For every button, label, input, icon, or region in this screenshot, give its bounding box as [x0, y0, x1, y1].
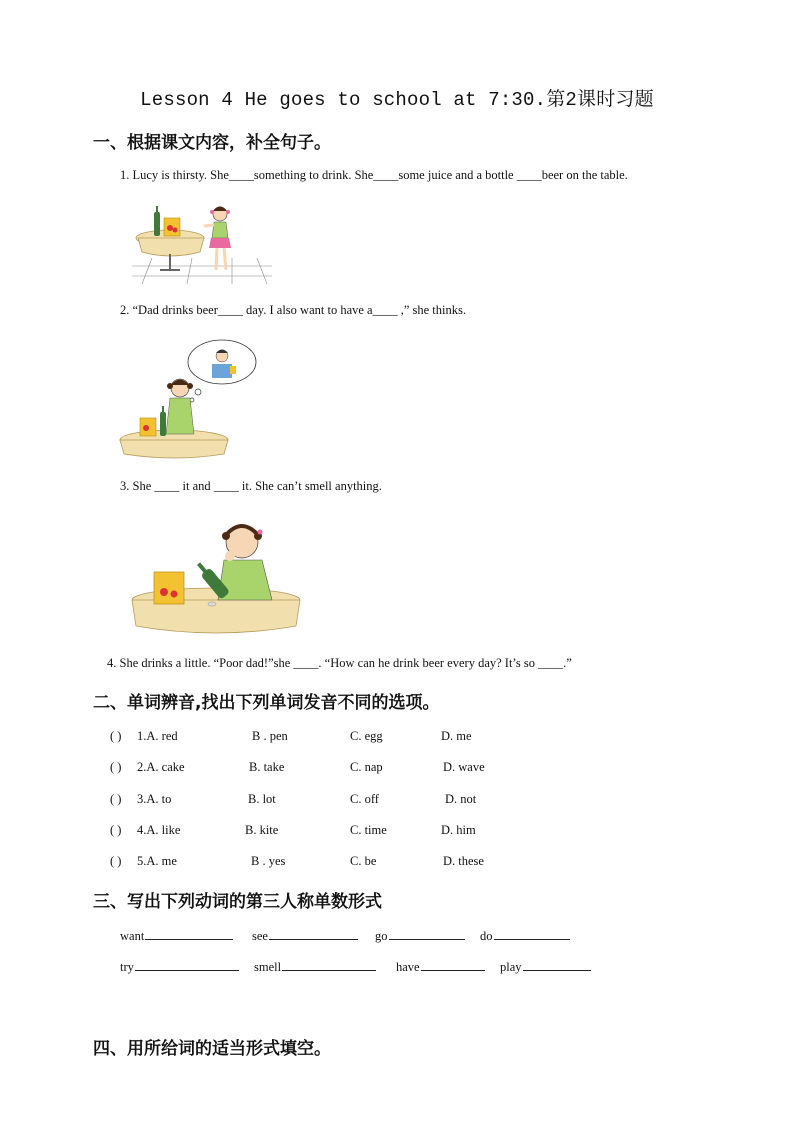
answer-blank[interactable]: ( ) [110, 854, 122, 868]
answer-line[interactable] [282, 959, 376, 971]
option-b: B. lot [248, 792, 276, 806]
answer-blank[interactable]: ( ) [110, 760, 122, 774]
section4-heading: 四、用所给词的适当形式填空。 [93, 1039, 331, 1059]
option-c: C. time [350, 823, 387, 837]
verb-word: smell [254, 960, 282, 974]
verb-item [500, 959, 591, 975]
option-c: C. egg [350, 729, 383, 743]
verb-item [396, 959, 485, 975]
verb-item [120, 928, 233, 944]
option-c: C. off [350, 792, 379, 806]
option-d: D. me [441, 729, 472, 743]
option-c: C. be [350, 854, 377, 868]
verb-word: do [480, 929, 493, 943]
question-2: 2. “Dad drinks beer____ day. I also want to have a____ ,” she thinks. [120, 303, 466, 317]
question-3: 3. She ____ it and ____ it. She can’t smell anything. [120, 479, 382, 493]
verb-word: try [120, 960, 134, 974]
answer-blank[interactable]: ( ) [110, 792, 122, 806]
verb-word: have [396, 960, 420, 974]
option-d: D. not [445, 792, 477, 806]
answer-line[interactable] [523, 959, 591, 971]
verb-item [254, 959, 376, 975]
option-d: D. him [441, 823, 476, 837]
option-a: 2.A. cake [137, 760, 185, 774]
answer-line[interactable] [494, 928, 570, 940]
question-4: 4. She drinks a little. “Poor dad!”she ____. “How can he drink beer every day? It’s so ____.” [107, 656, 572, 670]
option-b: B . pen [252, 729, 288, 743]
verb-item [120, 959, 239, 975]
verb-item [252, 928, 358, 944]
option-a: 3.A. to [137, 792, 172, 806]
answer-line[interactable] [135, 959, 239, 971]
option-b: B. kite [245, 823, 279, 837]
verb-item [375, 928, 465, 944]
illustration-girl-smelling [130, 516, 302, 640]
option-a: 1.A. red [137, 729, 178, 743]
section3-heading: 三、写出下列动词的第三人称单数形式 [93, 892, 382, 912]
verb-word: go [375, 929, 388, 943]
section2-heading: 二、单词辨音,找出下列单词发音不同的选项。 [93, 693, 440, 713]
section1-heading: 一、根据课文内容，补全句子。 [93, 133, 331, 153]
option-d: D. these [443, 854, 484, 868]
option-a: 5.A. me [137, 854, 177, 868]
option-c: C. nap [350, 760, 383, 774]
option-b: B . yes [251, 854, 286, 868]
answer-line[interactable] [269, 928, 358, 940]
answer-line[interactable] [145, 928, 233, 940]
page-title: Lesson 4 He goes to school at 7:30.第2课时习题 [140, 89, 654, 111]
option-d: D. wave [443, 760, 485, 774]
answer-line[interactable] [389, 928, 465, 940]
answer-blank[interactable]: ( ) [110, 823, 122, 837]
illustration-girl-pointing [132, 198, 282, 286]
verb-word: want [120, 929, 145, 943]
verb-word: play [500, 960, 522, 974]
question-1: 1. Lucy is thirsty. She____something to drink. She____some juice and a bottle ____beer on the table. [120, 168, 628, 182]
option-a: 4.A. like [137, 823, 181, 837]
verb-item [480, 928, 570, 944]
illustration-girl-thinking [118, 336, 258, 460]
answer-blank[interactable]: ( ) [110, 729, 122, 743]
verb-word: see [252, 929, 268, 943]
answer-line[interactable] [421, 959, 485, 971]
option-b: B. take [249, 760, 285, 774]
